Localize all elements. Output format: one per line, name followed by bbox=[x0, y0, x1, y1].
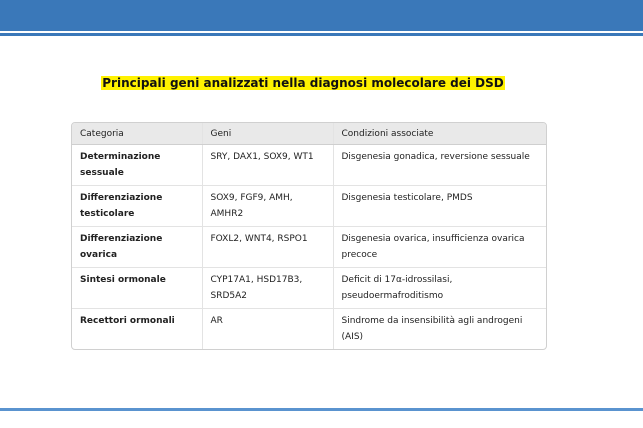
cell-geni: AR bbox=[202, 309, 333, 350]
cell-condizioni: Deficit di 17α-idrossilasi, pseudoermafroditismo bbox=[333, 268, 546, 309]
footer-rule bbox=[0, 408, 643, 411]
cell-condizioni: Sindrome da insensibilità agli androgeni (AIS) bbox=[333, 309, 546, 350]
cell-categoria: Sintesi ormonale bbox=[72, 268, 202, 309]
table-row bbox=[72, 268, 546, 309]
table-row bbox=[72, 186, 546, 227]
genes-table-container bbox=[71, 122, 547, 350]
header-band bbox=[0, 0, 643, 31]
table-header-row bbox=[72, 123, 546, 145]
header-condizioni: Condizioni associate bbox=[333, 123, 546, 145]
cell-geni: CYP17A1, HSD17B3, SRD5A2 bbox=[202, 268, 333, 309]
header-geni: Geni bbox=[202, 123, 333, 145]
cell-categoria: Differenziazione ovarica bbox=[72, 227, 202, 268]
slide-title bbox=[0, 76, 606, 90]
header-rule bbox=[0, 33, 643, 36]
slide-title-text: Principali geni analizzati nella diagnosi molecolare dei DSD bbox=[102, 76, 504, 90]
cell-categoria: Differenziazione testicolare bbox=[72, 186, 202, 227]
cell-geni: SRY, DAX1, SOX9, WT1 bbox=[202, 145, 333, 186]
cell-categoria: Recettori ormonali bbox=[72, 309, 202, 350]
header-categoria: Categoria bbox=[72, 123, 202, 145]
table-row bbox=[72, 309, 546, 350]
cell-condizioni: Disgenesia testicolare, PMDS bbox=[333, 186, 546, 227]
genes-table bbox=[72, 123, 546, 349]
cell-geni: SOX9, FGF9, AMH, AMHR2 bbox=[202, 186, 333, 227]
table-row bbox=[72, 145, 546, 186]
cell-condizioni: Disgenesia gonadica, reversione sessuale bbox=[333, 145, 546, 186]
cell-condizioni: Disgenesia ovarica, insufficienza ovarica precoce bbox=[333, 227, 546, 268]
cell-categoria: Determinazione sessuale bbox=[80, 152, 161, 178]
cell-geni: FOXL2, WNT4, RSPO1 bbox=[202, 227, 333, 268]
table-row bbox=[72, 227, 546, 268]
